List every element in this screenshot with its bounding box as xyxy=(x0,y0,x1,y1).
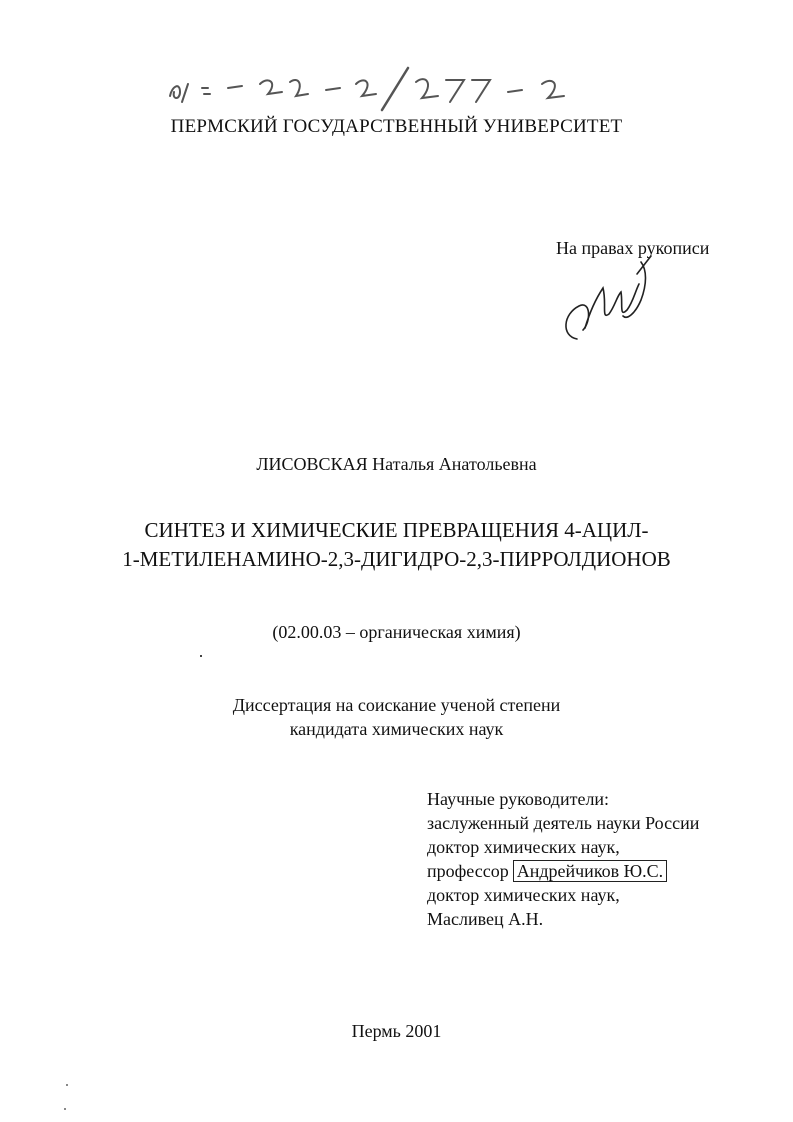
advisor-degree-line: доктор химических наук, xyxy=(427,837,620,857)
title-line: СИНТЕЗ И ХИМИЧЕСКИЕ ПРЕВРАЩЕНИЯ 4-АЦИЛ- xyxy=(144,518,649,542)
specialty-code: (02.00.03 – органическая химия) xyxy=(272,622,521,642)
signature-drawing xyxy=(555,244,665,344)
degree-line: Диссертация на соискание ученой степени xyxy=(232,695,561,715)
scientific-advisors xyxy=(427,787,699,931)
advisors-heading: Научные руководители: xyxy=(427,789,610,809)
manuscript-rights-note: На правах рукописи xyxy=(556,238,710,258)
degree-statement xyxy=(0,693,793,741)
professor-label: профессор xyxy=(427,861,509,881)
author-name: ЛИСОВСКАЯ Наталья Анатольевна xyxy=(256,454,537,474)
advisor-professor-line xyxy=(427,859,699,883)
degree-line: кандидата химических наук xyxy=(289,719,504,739)
handwritten-signature xyxy=(555,244,665,344)
city-year: Пермь 2001 xyxy=(351,1021,442,1041)
advisor-degree-line-2: доктор химических наук, xyxy=(427,885,620,905)
university-name: ПЕРМСКИЙ ГОСУДАРСТВЕННЫЙ УНИВЕРСИТЕТ xyxy=(170,116,623,137)
advisor-title-line: заслуженный деятель науки России xyxy=(427,813,700,833)
scan-speck xyxy=(66,1084,68,1086)
scan-speck xyxy=(200,655,202,657)
advisor-name-2: Масливец А.Н. xyxy=(427,909,544,929)
professor-name-boxed: Андрейчиков Ю.С. xyxy=(513,860,667,882)
scan-speck xyxy=(64,1108,66,1110)
handwritten-number-drawing xyxy=(150,62,590,112)
handwritten-registration-number xyxy=(150,62,590,112)
dissertation-title xyxy=(0,516,793,574)
title-line: 1-МЕТИЛЕНАМИНО-2,3-ДИГИДРО-2,3-ПИРРОЛДИОНОВ xyxy=(122,547,671,571)
